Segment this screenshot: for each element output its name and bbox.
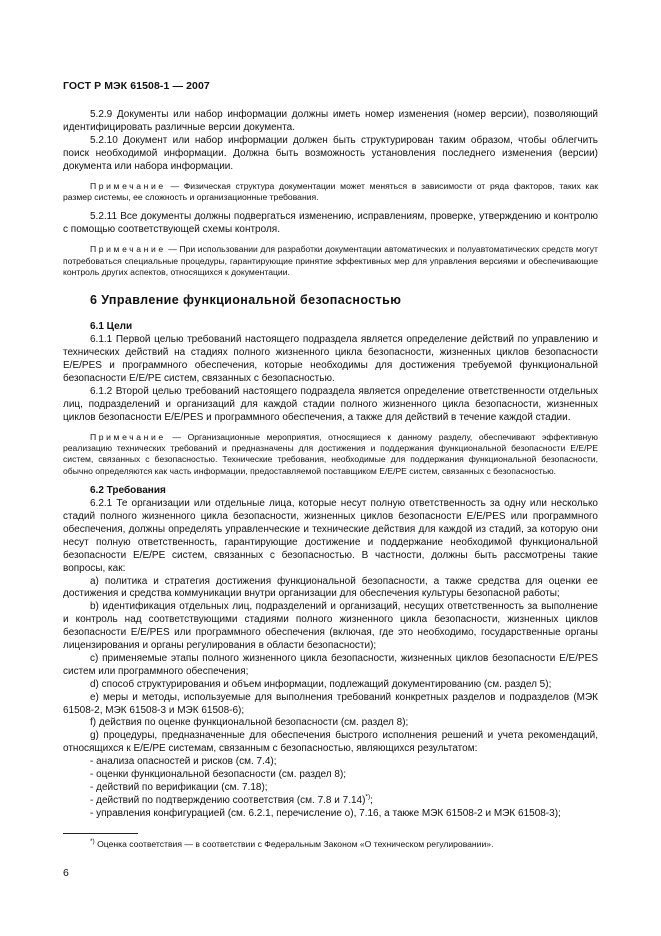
- document-header: ГОСТ Р МЭК 61508-1 — 2007: [63, 80, 210, 92]
- footnote: [63, 839, 598, 850]
- list-item-e: e) меры и методы, используемые для выполнения требований конкретных разделов и подразделов (МЭК 61508-2, МЭК 61508-3 и МЭК 61508-6);: [63, 691, 598, 716]
- note-text: — При использовании для разработки документации автоматических и полуавтоматических средств могут потребоваться специальные процедуры, гарантирующие принятие эффективных мер для управления версиями и обеспечивающие контроль других аспектов, относящихся к документации.: [63, 244, 598, 277]
- document-body: [63, 109, 598, 821]
- list-item-g: g) процедуры, предназначенные для обеспечения быстрого исполнения решений и учета рекомендаций, относящихся к E/E/PE системам, связанным с безопасностью, являющихся результатом:: [63, 730, 598, 755]
- subsection-6-1-title: 6.1 Цели: [90, 321, 133, 333]
- note-text: — Физическая структура документации может меняться в зависимости от ряда факторов, таких как размер системы, ее сложность и организационные требования.: [63, 180, 598, 202]
- dash-item: - анализа опасностей и рисков (см. 7.4);: [90, 756, 277, 768]
- note-label: Примечание: [90, 180, 166, 191]
- paragraph-6-1-1: 6.1.1 Первой целью требований настоящего подраздела является определение действий по управлению и технических действий на стадиях полного жизненного цикла безопасности, жизненных циклов безопасности E/E/PES и программного обеспечения, которые необходимы для достижения требуемой функциональной безопасности E/E/PE систем, связанных с безопасностью.: [63, 334, 598, 384]
- dash-item-text: - действий по подтверждению соответствия (см. 7.8 и 7.14): [90, 794, 366, 806]
- note-text: — Организационные мероприятия, относящиеся к данному разделу, обеспечивают эффективную реализацию технических требований и предназначены для достижения и поддержания функциональной безопасности E/E/PE систем, связанных с безопасностью. Технические требования, необходимые для поддержания функциональной безопасности, обычно определяются как часть информации, предоставляемой поставщиком E/E/PE систем, связанных с безопасностью.: [63, 431, 598, 476]
- note-label: Примечание: [90, 431, 166, 442]
- paragraph-5-2-10: 5.2.10 Документ или набор информации должен быть структурирован таким образом, чтобы облегчить поиск необходимой информации. Должна быть возможность установления последнего изменения (версии) документа или набора информации.: [63, 134, 598, 172]
- list-item-b: b) идентификация отдельных лиц, подразделений и организаций, несущих ответственность за выполнение и контроль над соответствующими стадиями полного жизненного цикла безопасности, жизненных циклов безопасности E/E/PES или программного обеспечения (включая, где это необходимо, государственные органы лицензирования и органы регулирования в области безопасности);: [63, 601, 598, 652]
- dash-item: [63, 795, 598, 808]
- dash-item: - оценки функциональной безопасности (см. раздел 8);: [90, 769, 347, 781]
- dash-item-end: ;: [370, 794, 373, 806]
- paragraph-6-2-1: 6.2.1 Те организации или отдельные лица, которые несут полную ответственность за одну или несколько стадий полного жизненного цикла безопасности, жизненных циклов безопасности E/E/PES или программного обеспечения, должны определять управленческие и технические действия для каждой из стадий, за которую они несут полную ответственность, гарантирующие достижение и поддержание необходимой функциональной безопасности E/E/PE систем, связанных с безопасностью. В частности, должны быть рассмотрены такие вопросы, как:: [63, 498, 598, 574]
- page-number: 6: [63, 867, 69, 879]
- list-item-c: c) применяемые этапы полного жизненного цикла безопасности, жизненных циклов безопасности E/E/PES систем или программного обеспечения;: [63, 652, 598, 677]
- paragraph-6-1-2: 6.1.2 Второй целью требований настоящего подраздела является определение ответственности отдельных лиц, подразделений и организаций для каждой стадии полного жизненного цикла безопасности, жизненных циклов безопасности E/E/PES и программного обеспечения, а также для действий в течение каждой стадии.: [63, 385, 598, 423]
- paragraph-5-2-9: 5.2.9 Документы или набор информации должны иметь номер изменения (номер версии), позволяющий идентифицировать различные версии документа.: [63, 109, 598, 133]
- footnote-separator: [63, 833, 138, 834]
- dash-item: - действий по верификации (см. 7.18);: [90, 782, 268, 793]
- section-6-title: 6 Управление функциональной безопасностью: [90, 293, 402, 308]
- dash-item: - управления конфигурацией (см. 6.2.1, перечисление о), 7.16, а также МЭК 61508-2 и МЭК 61508-3);: [90, 807, 561, 819]
- note-3: [63, 432, 598, 478]
- footnote-mark: *): [90, 838, 95, 846]
- list-item-f: f) действия по оценке функциональной безопасности (см. раздел 8);: [90, 717, 409, 729]
- footnote-text: Оценка соответствия — в соответствии с Федеральным Законом «О техническом регулировании».: [94, 839, 494, 849]
- paragraph-5-2-11: 5.2.11 Все документы должны подвергаться изменению, исправлениям, проверке, утверждению и контролю с помощью соответствующей схемы контроля.: [63, 211, 598, 236]
- list-item-a: a) политика и стратегия достижения функциональной безопасности, а также средства для оценки ее достижения и средства коммуникации внутри организации для обеспечения культуры безопасной работы;: [63, 575, 598, 600]
- note-2: [63, 244, 598, 278]
- note-label: Примечание: [90, 244, 166, 255]
- list-item-d: d) способ структурирования и объем информации, подлежащий документированию (см. раздел 5);: [90, 678, 552, 690]
- subsection-6-2-title: 6.2 Требования: [90, 485, 166, 497]
- note-1: [63, 181, 598, 204]
- footnote-reference[interactable]: *): [365, 793, 371, 801]
